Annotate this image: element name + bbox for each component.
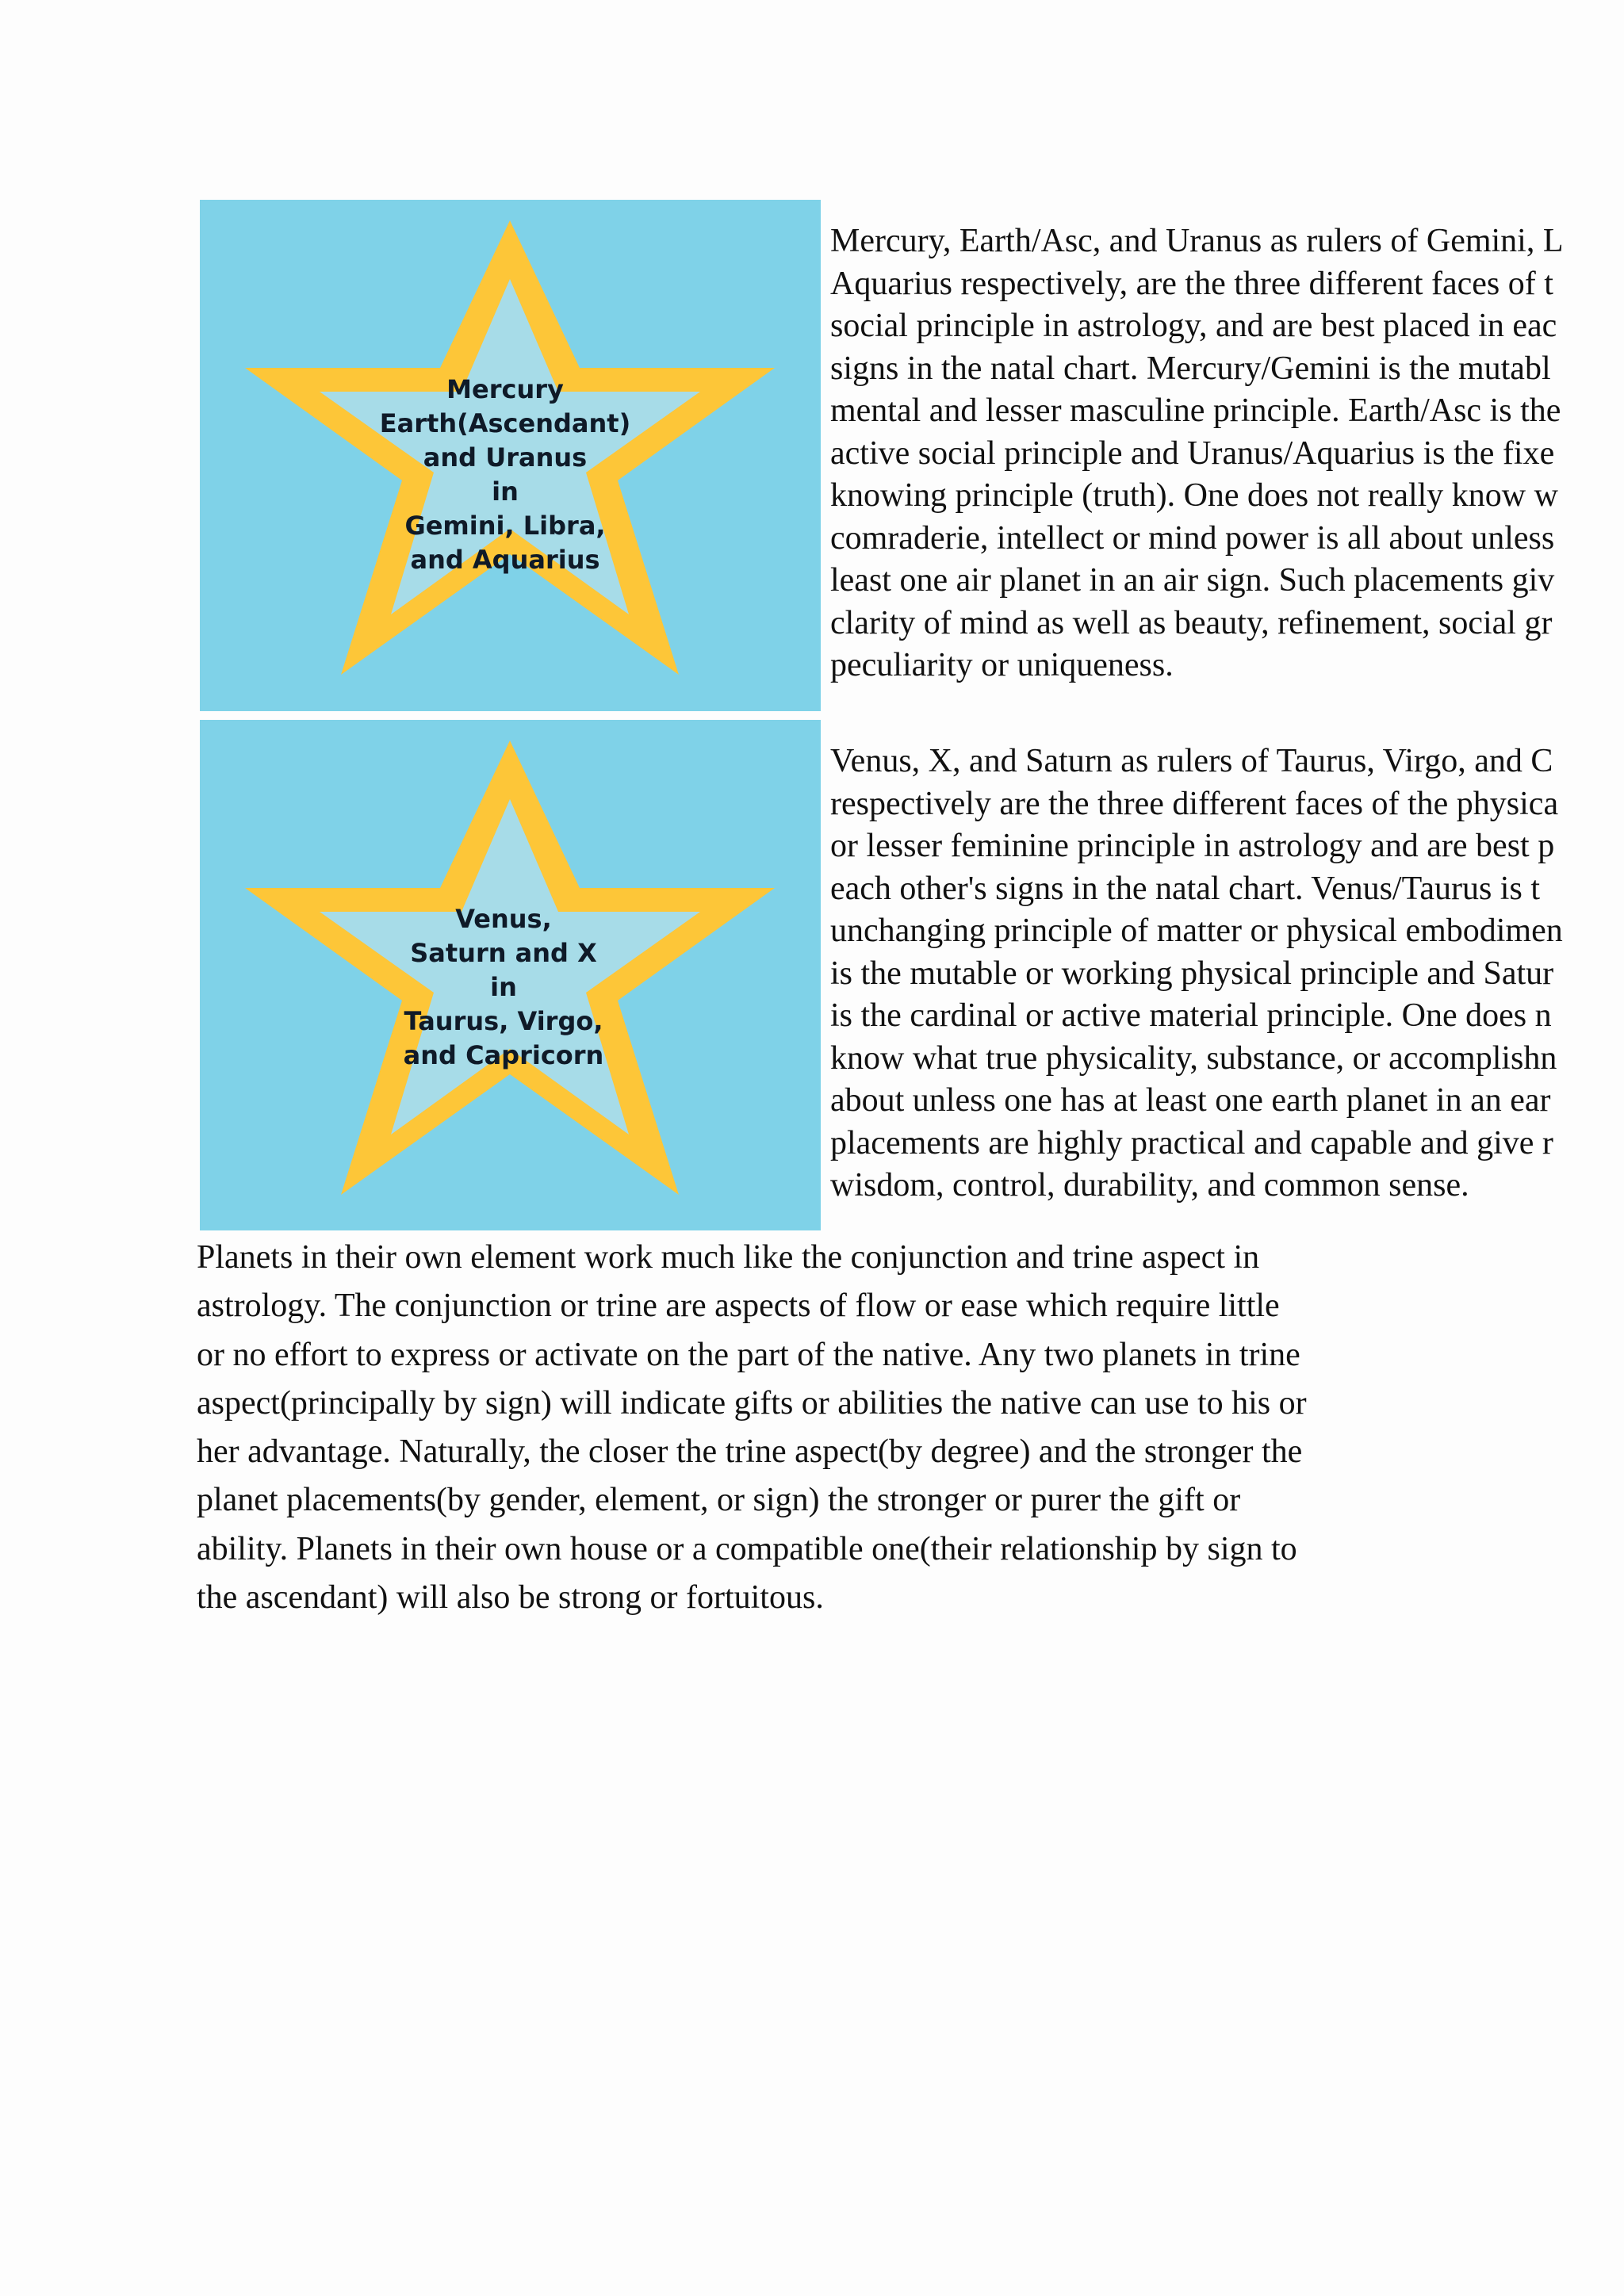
text-line: the ascendant) will also be strong or fortuitous.	[197, 1579, 824, 1617]
star-label-line: Mercury	[446, 374, 564, 404]
text-line: peculiarity or uniqueness.	[830, 647, 1174, 683]
text-line: about unless one has at least one earth planet in an ear	[830, 1082, 1551, 1119]
text-line: mental and lesser masculine principle. Earth/Asc is the	[830, 392, 1561, 429]
star-label-line: in	[490, 972, 517, 1002]
text-line: wisdom, control, durability, and common sense.	[830, 1167, 1469, 1203]
text-line: respectively are the three different faces of the physica	[830, 785, 1559, 822]
text-line: unchanging principle of matter or physical embodimen	[830, 913, 1563, 949]
text-line: signs in the natal chart. Mercury/Gemini is the mutabl	[830, 350, 1551, 387]
star-label-line: and Uranus	[423, 442, 588, 473]
text-line: social principle in astrology, and are best placed in eac	[830, 308, 1557, 344]
star-label-line: Venus,	[455, 904, 552, 934]
text-line: is the cardinal or active material principle. One does n	[830, 997, 1552, 1034]
text-line: astrology. The conjunction or trine are aspects of flow or ease which require little	[197, 1288, 1280, 1325]
star-image-earth-signs	[200, 720, 821, 1230]
star-label-line: and Aquarius	[410, 545, 600, 575]
text-line: or no effort to express or activate on the part of the native. Any two planets in trine	[197, 1336, 1300, 1373]
text-line: is the mutable or working physical principle and Satur	[830, 955, 1554, 992]
text-line: ability. Planets in their own house or a compatible one(their relationship by sign to	[197, 1530, 1297, 1567]
text-line: planet placements(by gender, element, or sign) the stronger or purer the gift or	[197, 1482, 1241, 1519]
star-image-air-signs	[200, 200, 821, 711]
text-line: least one air planet in an air sign. Such placements giv	[830, 562, 1555, 599]
text-line: active social principle and Uranus/Aquarius is the fixe	[830, 434, 1555, 472]
text-line: clarity of mind as well as beauty, refinement, social gr	[830, 604, 1553, 641]
earth-signs-description	[830, 740, 1624, 1207]
text-line: know what true physicality, substance, or accomplishn	[830, 1039, 1557, 1077]
text-line: her advantage. Naturally, the closer the trine aspect(by degree) and the stronger the	[197, 1433, 1303, 1471]
star-label-line: Saturn and X	[410, 938, 597, 968]
text-line: comraderie, intellect or mind power is all about unless	[830, 519, 1555, 557]
star-label-line: Taurus, Virgo,	[404, 1006, 603, 1036]
text-line: Aquarius respectively, are the three different faces of t	[830, 265, 1553, 302]
text-line: Mercury, Earth/Asc, and Uranus as rulers of Gemini, L	[830, 223, 1564, 259]
text-line: Planets in their own element work much like the conjunction and trine aspect in	[197, 1239, 1260, 1276]
star-label-line: Earth(Ascendant)	[379, 408, 631, 438]
text-line: placements are highly practical and capable and give r	[830, 1124, 1553, 1161]
air-signs-description	[830, 220, 1624, 687]
text-line: knowing principle (truth). One does not really know w	[830, 477, 1558, 514]
star-graphic	[200, 200, 821, 711]
text-line: or lesser feminine principle in astrology and are best p	[830, 828, 1555, 864]
text-line: aspect(principally by sign) will indicate gifts or abilities the native can use to his or	[197, 1384, 1307, 1422]
element-aspects-paragraph	[197, 1234, 1434, 1622]
text-line: Venus, X, and Saturn as rulers of Taurus, Virgo, and C	[830, 743, 1553, 779]
text-line: each other's signs in the natal chart. Venus/Taurus is t	[830, 870, 1540, 907]
star-graphic	[200, 720, 821, 1230]
star-label-line: in	[492, 476, 519, 507]
star-label-line: and Capricorn	[403, 1040, 604, 1070]
star-label-line: Gemini, Libra,	[404, 511, 606, 541]
